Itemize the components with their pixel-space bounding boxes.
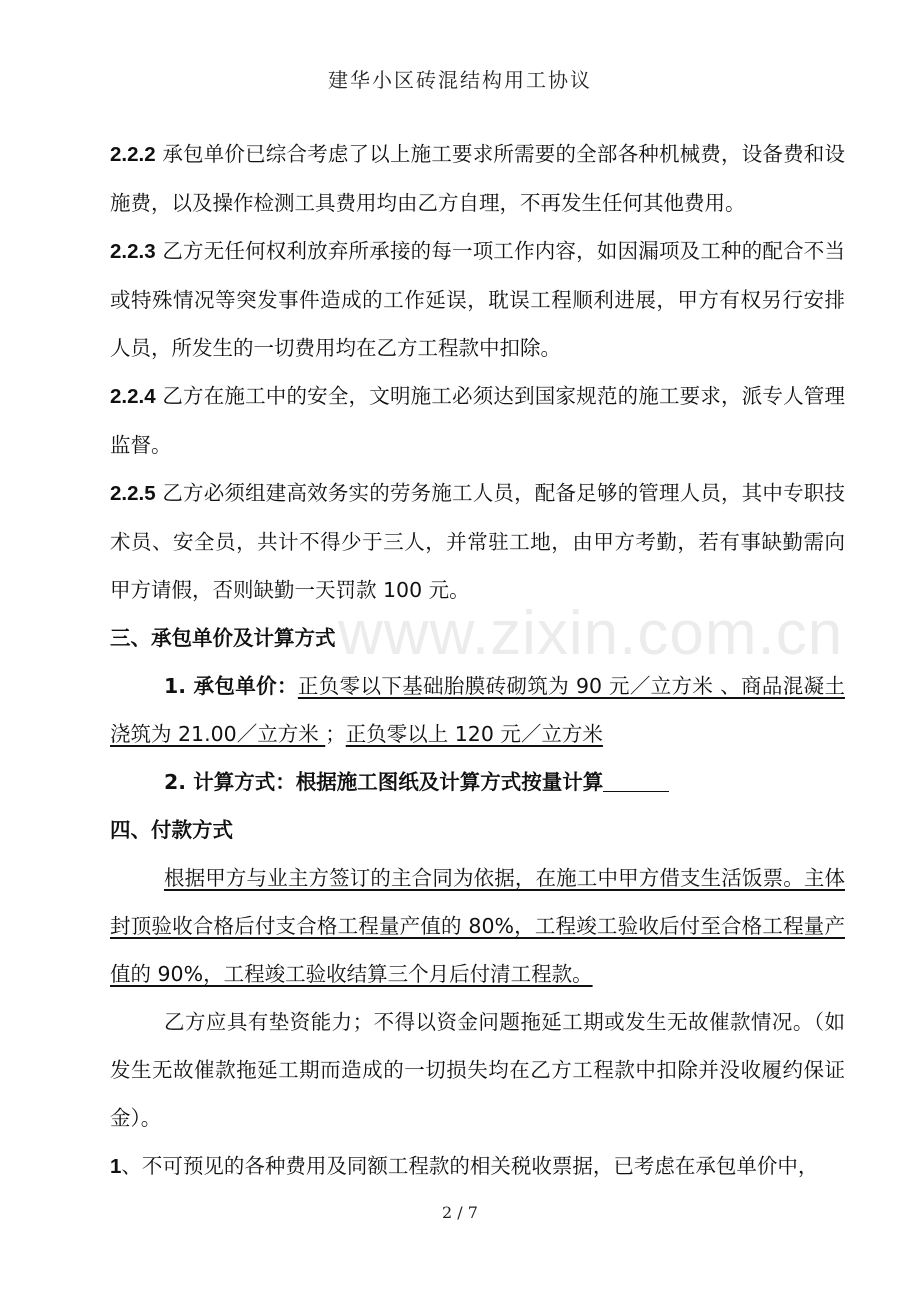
page-number: 2 / 7 [442,1203,478,1222]
payment-terms [110,854,845,998]
clause-2-2-5 [110,469,845,614]
item-number: 1 [110,1155,122,1178]
section-3-heading: 三、承包单价及计算方式 [110,626,336,650]
payment-item-1 [110,1142,845,1191]
clause-text: 乙方在施工中的安全，文明施工必须达到国家规范的施工要求，派专人管理监督。 [110,384,845,457]
watermark: www.zixin.com.cn [338,599,844,668]
item-text: 、不可预见的各种费用及同额工程款的相关税收票据，已考虑在承包单价中， [121,1154,819,1178]
calculation-method [110,758,845,806]
document-body [110,130,845,1191]
unit-price-value-b: 正负零以上 120 元／立方米 [345,722,603,746]
calc-method-label: 2. 计算方式： [164,770,296,794]
clause-text: 乙方必须组建高效务实的劳务施工人员，配备足够的管理人员，其中专职技术员、安全员，共计不得少于三人，并常驻工地，由甲方考勤，若有事缺勤需向甲方请假，否则缺勤一天罚款 100 元。 [110,481,845,602]
clause-2-2-4 [110,372,845,469]
page-header-title: 建华小区砖混结构用工协议 [328,68,592,92]
section-4-heading: 四、付款方式 [110,818,233,842]
contract-unit-price [110,662,845,758]
clause-number: 2.2.2 [110,143,156,166]
clause-number: 2.2.5 [110,482,156,505]
clause-text: 承包单价已综合考虑了以上施工要求所需要的全部各种机械费，设备费和设施费，以及操作检测工具费用均由乙方自理，不再发生任何其他费用。 [110,142,845,215]
calc-method-value: 根据施工图纸及计算方式按量计算 [295,770,604,794]
payment-terms-text: 根据甲方与业主方签订的主合同为依据，在施工中甲方借支生活饭票。主体封顶验收合格后付支合格工程量产值的 80%，工程竣工验收后付至合格工程量产值的 90%，工程竣工验收结算三个月后付清工程款。 [110,866,845,986]
blank-underline [603,771,669,792]
clause-2-2-2 [110,130,845,227]
unit-price-value-a: 正负零以下基础胎膜砖砌筑为 90 元／立方米 、商品混凝土浇筑为 21.00／立方米 [110,674,845,746]
advance-funding-paragraph: 乙方应具有垫资能力；不得以资金问题拖延工期或发生无故催款情况。（如发生无故催款拖延工期而造成的一切损失均在乙方工程款中扣除并没收履约保证金）。 [110,1010,845,1130]
clause-number: 2.2.3 [110,240,156,263]
clause-text: 乙方无任何权利放弃所承接的每一项工作内容，如因漏项及工种的配合不当或特殊情况等突发事件造成的工作延误，耽误工程顺利进展，甲方有权另行安排人员，所发生的一切费用均在乙方工程款中扣除。 [110,239,845,360]
clause-number: 2.2.4 [110,385,156,408]
unit-price-separator: ； [325,722,346,746]
unit-price-label: 1. 承包单价： [164,674,298,698]
clause-2-2-3 [110,227,845,372]
